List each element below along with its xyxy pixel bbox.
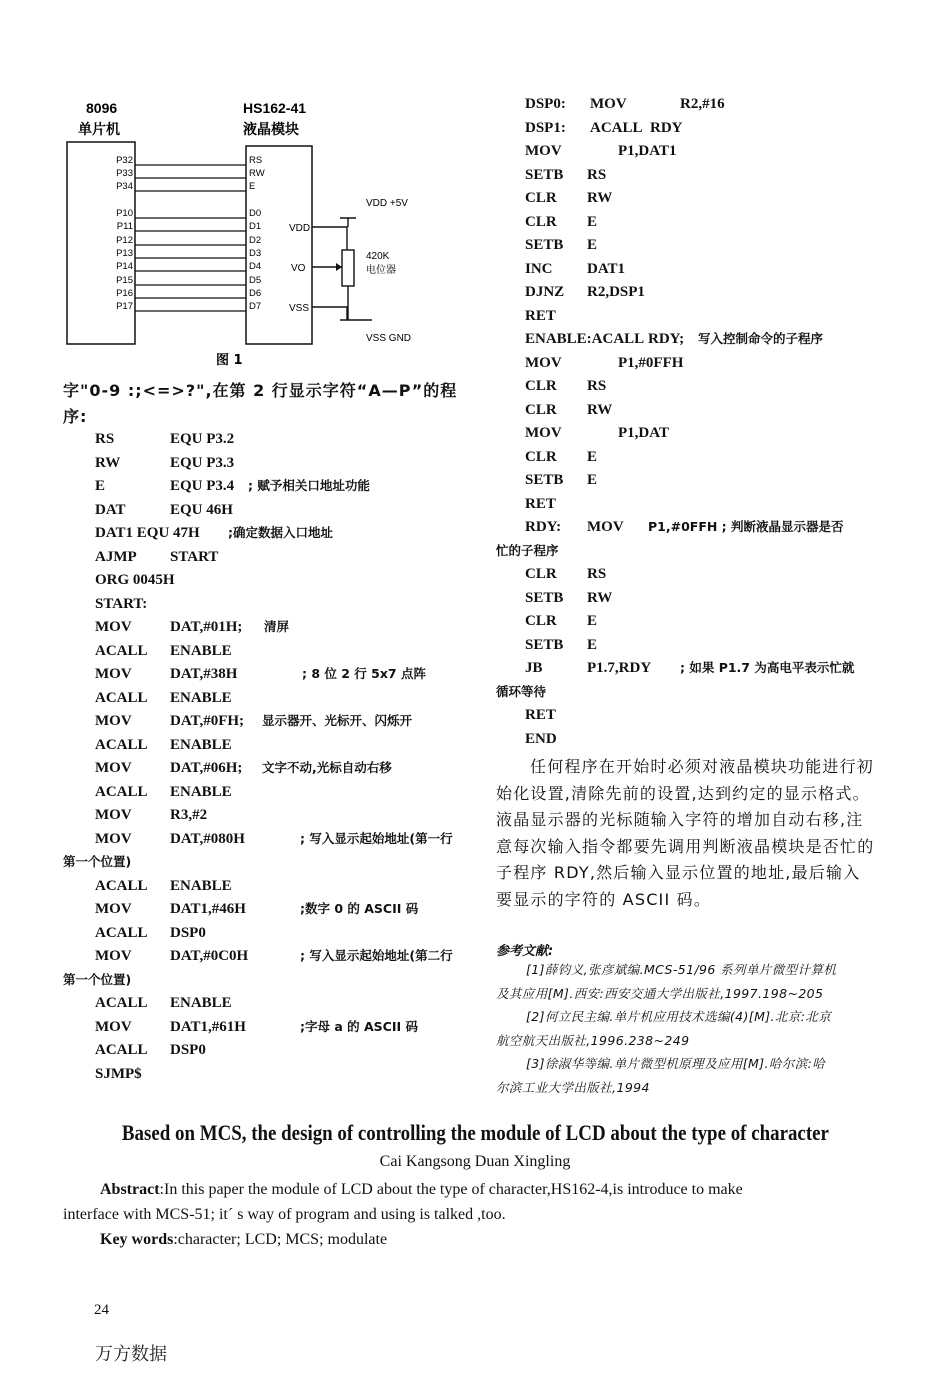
code-mnemonic: CLR xyxy=(525,613,557,629)
code-operand: DAT,#38H xyxy=(170,666,238,682)
code-mnemonic: 第一个位置) xyxy=(63,854,132,869)
vdd-pin-label: VDD xyxy=(289,223,311,234)
mcu-pin-label: P11 xyxy=(116,221,133,232)
code-operand: RS xyxy=(587,166,607,183)
mcu-model-label: 8096 xyxy=(86,100,118,116)
abstract-text: :In this paper the module of LCD about the type of character,HS162-4,is introduce to make xyxy=(159,1181,743,1198)
code-operand: E xyxy=(587,237,598,253)
wiper-arrow xyxy=(336,263,342,271)
mcu-pin-label: P34 xyxy=(116,181,133,192)
lcd-pin-label: D5 xyxy=(249,275,262,286)
code-mnemonic: RET xyxy=(525,707,556,723)
code-mnemonic: ACALL xyxy=(95,642,148,659)
vss-pin-label: VSS xyxy=(289,303,310,314)
code-mnemonic: ACALL xyxy=(95,995,148,1011)
code-operand: E xyxy=(587,472,598,488)
code-comment: 文字不动,光标自动右移 xyxy=(262,760,392,775)
code-mnemonic: ACALL xyxy=(95,689,148,706)
mcu-pin-label: P32 xyxy=(116,155,133,166)
code-comment: ; 写入显示起始地址(第一行 xyxy=(300,830,453,846)
reference-line: [2]何立民主编.单片机应用技术选编(4)[M].北京:北京 xyxy=(526,1009,832,1024)
code-operand: RDY; xyxy=(648,331,685,347)
code-comment: ;字母 a 的 ASCII 码 xyxy=(300,1018,418,1034)
code-operand: DAT1 xyxy=(587,260,626,277)
lcd-pin-label: D2 xyxy=(249,235,262,246)
code-mnemonic: MOV xyxy=(95,666,132,682)
code-operand: RW xyxy=(587,190,613,206)
code-mnemonic: MOV xyxy=(525,354,562,371)
lcd-pin-label: D7 xyxy=(249,301,262,312)
code-operand: MOV xyxy=(587,519,624,535)
reference-line: 尔滨工业大学出版社,1994 xyxy=(496,1079,650,1095)
reference-line: 及其应用[M].西安:西安交通大学出版社,1997.198~205 xyxy=(496,985,824,1001)
vdd-supply-label: VDD +5V xyxy=(366,198,408,209)
mcu-pin-labels xyxy=(116,155,133,312)
code-mnemonic: START: xyxy=(95,595,148,612)
reference-line: [1]薛钧义,张彦斌编.MCS-51/96 系列单片微型计算机 xyxy=(526,962,837,977)
code-mnemonic: SJMP$ xyxy=(95,1065,142,1082)
code-operand: START xyxy=(170,548,219,565)
vss-wiring xyxy=(312,286,372,320)
code-mnemonic: CLR xyxy=(525,213,557,230)
lcd-pin-label: RW xyxy=(249,168,265,179)
mcu-pin-label: P15 xyxy=(116,275,133,286)
code-comment: ;确定数据入口地址 xyxy=(228,525,333,540)
code-mnemonic: MOV xyxy=(95,1018,132,1035)
keywords-label: Key words xyxy=(100,1231,174,1248)
lcd-pin-label: D0 xyxy=(249,208,262,219)
keywords-line xyxy=(100,1231,387,1249)
code-comment: ; 如果 P1.7 为高电平表示忙就 xyxy=(680,660,855,675)
mcu-pin-label: P17 xyxy=(116,301,133,312)
code-operand: RW xyxy=(587,401,613,418)
lcd-name-label: 液晶模块 xyxy=(243,122,299,138)
code-operand: ACALL xyxy=(590,119,643,136)
code-operand: ENABLE xyxy=(170,877,232,894)
code-operand: R2,DSP1 xyxy=(587,284,645,300)
code-operand: R3,#2 xyxy=(170,807,208,823)
code-comment: 显示器开、光标开、闪烁开 xyxy=(262,713,413,728)
code-mnemonic: MOV xyxy=(95,713,132,729)
mcu-pin-label: P10 xyxy=(116,208,133,219)
lcd-pin-label: D3 xyxy=(249,248,262,259)
lcd-model-label: HS162-41 xyxy=(243,100,307,116)
lcd-pin-label: E xyxy=(249,181,256,192)
code-operand: DAT1,#46H xyxy=(170,901,246,917)
code-operand: RW xyxy=(587,589,613,606)
pot-label: 电位器 xyxy=(366,265,396,276)
code-mnemonic: RET xyxy=(525,495,556,512)
code-mnemonic: SETB xyxy=(525,472,564,488)
code-mnemonic: E xyxy=(95,478,106,494)
abstract-line-2: interface with MCS-51; it´ s way of program and using is talked ,too. xyxy=(63,1206,506,1223)
lcd-pin-label: D4 xyxy=(249,261,262,272)
code-comment: 写入控制命令的子程序 xyxy=(698,331,824,346)
lcd-pin-label: D1 xyxy=(249,221,262,232)
code-operand: DAT,#0FH; xyxy=(170,713,245,729)
intro-line: 字"0-9 :;<=>?",在第 2 行显示字符“A—P”的程 xyxy=(63,381,458,400)
code-comment: 清屏 xyxy=(264,619,290,634)
code-operand: E xyxy=(587,448,598,465)
code-operand: E xyxy=(587,636,598,653)
code-mnemonic: 忙的子程序 xyxy=(496,542,559,558)
paragraph-line: 液晶显示器的光标随输入字符的增加自动右移,注 xyxy=(496,810,864,829)
mcu-pin-label: P16 xyxy=(116,288,133,299)
code-comment: ; 赋予相关口地址功能 xyxy=(248,478,370,493)
code-mnemonic: DSP0: xyxy=(525,96,566,112)
code-mnemonic: RET xyxy=(525,307,556,324)
code-mnemonic: RDY: xyxy=(525,519,562,535)
ground-label: VSS GND xyxy=(366,333,412,344)
page-number: 24 xyxy=(94,1302,109,1318)
code-comment: P1,#0FFH ; 判断液晶显示器是否 xyxy=(648,519,844,534)
mcu-name-label: 单片机 xyxy=(78,122,120,138)
code-mnemonic: ACALL xyxy=(95,877,148,894)
code-operand: EQU 46H xyxy=(170,501,233,518)
code-mnemonic: DJNZ xyxy=(525,284,565,300)
code-comment: ; 8 位 2 行 5x7 点阵 xyxy=(302,666,426,681)
code-operand: RS xyxy=(587,378,607,394)
code-mnemonic: CLR xyxy=(525,401,557,418)
reference-line: [3]徐淑华等编.单片微型机原理及应用[M].哈尔滨:哈 xyxy=(526,1056,826,1071)
code-operand: EQU P3.3 xyxy=(170,454,235,471)
code-comment: ; 写入显示起始地址(第二行 xyxy=(300,948,453,963)
potentiometer xyxy=(342,250,354,286)
code-operand: E xyxy=(587,613,598,629)
paragraph-line: 子程序 RDY,然后输入显示位置的地址,最后输入 xyxy=(496,863,861,882)
footer-watermark: 万方数据 xyxy=(95,1344,167,1365)
code-operand: P1,DAT xyxy=(618,425,669,441)
mcu-pin-label: P14 xyxy=(116,261,133,272)
code-mnemonic: MOV xyxy=(95,948,132,964)
mcu-pin-label: P12 xyxy=(116,235,133,246)
vo-pin-label: VO xyxy=(291,263,306,274)
code-operand: P1,DAT1 xyxy=(618,143,677,159)
code-mnemonic: ACALL xyxy=(95,736,148,753)
code-mnemonic: RS xyxy=(95,431,115,447)
code-mnemonic: SETB xyxy=(525,166,564,183)
code-operand: DAT,#06H; xyxy=(170,760,243,776)
figure-caption: 图 1 xyxy=(216,353,243,368)
code-mnemonic: MOV xyxy=(525,143,562,159)
lcd-pin-label: RS xyxy=(249,155,263,166)
code-mnemonic: ACALL xyxy=(95,783,148,800)
code-mnemonic: SETB xyxy=(525,237,564,253)
code-operand: DAT,#080H xyxy=(170,830,245,847)
paragraph-line: 意每次输入指令都要先调用判断液晶模块是否忙的 xyxy=(496,836,875,856)
code-mnemonic: MOV xyxy=(525,425,562,441)
code-mnemonic: INC xyxy=(525,260,553,277)
code-operand: P1,#0FFH xyxy=(618,354,684,371)
code-mnemonic: MOV xyxy=(95,619,132,635)
code-operand: EQU P3.2 xyxy=(170,431,235,447)
english-title: Based on MCS, the design of controlling the module of LCD about the type of character xyxy=(121,1120,829,1145)
code-mnemonic: CLR xyxy=(525,566,557,582)
code-operand: ENABLE xyxy=(170,995,232,1011)
code-operand: E xyxy=(587,213,598,230)
code-operand: ENABLE xyxy=(170,736,232,753)
code-mnemonic: ACALL xyxy=(95,924,148,941)
code-mnemonic: ENABLE:ACALL xyxy=(525,331,645,347)
abstract-line-1 xyxy=(100,1181,743,1199)
code-mnemonic: DSP1: xyxy=(525,119,566,136)
references-heading: 参考文献: xyxy=(496,944,554,959)
code-mnemonic: AJMP xyxy=(95,548,137,565)
paragraph-line: 要显示的字符的 ASCII 码。 xyxy=(496,889,712,909)
code-operand: DAT,#0C0H xyxy=(170,948,249,964)
code-operand: EQU P3.4 xyxy=(170,478,235,494)
code-mnemonic: MOV xyxy=(95,830,132,847)
abstract-label: Abstract xyxy=(100,1181,160,1198)
keywords-text: :character; LCD; MCS; modulate xyxy=(173,1231,388,1248)
code-mnemonic: 第一个位置) xyxy=(63,971,132,987)
vdd-wiring xyxy=(312,218,356,250)
code-mnemonic: CLR xyxy=(525,190,557,206)
code-operand: ENABLE xyxy=(170,689,232,706)
pot-value-label: 420K xyxy=(366,251,390,262)
code-operand: DAT,#01H; xyxy=(170,619,243,635)
code-operand: DSP0 xyxy=(170,1042,206,1058)
code-mnemonic: DAT xyxy=(95,501,126,518)
code-mnemonic: ACALL xyxy=(95,1042,148,1058)
code-operand: P1.7,RDY xyxy=(587,660,652,676)
code-comment: RDY xyxy=(650,119,683,136)
intro-line: 序: xyxy=(63,407,88,426)
code-mnemonic: CLR xyxy=(525,448,557,465)
lcd-pin-label: D6 xyxy=(249,288,262,299)
code-operand: ENABLE xyxy=(170,783,232,800)
mcu-pin-label: P13 xyxy=(116,248,133,259)
reference-line: 航空航天出版社,1996.238~249 xyxy=(496,1032,690,1048)
code-operand: DAT1,#61H xyxy=(170,1018,246,1035)
code-mnemonic: SETB xyxy=(525,636,564,653)
bus-lines xyxy=(135,165,246,311)
code-mnemonic: JB xyxy=(525,660,543,676)
code-mnemonic: DAT1 EQU 47H xyxy=(95,525,200,541)
code-operand: DSP0 xyxy=(170,924,206,941)
code-operand: RS xyxy=(587,566,607,582)
code-operand: MOV xyxy=(590,96,627,112)
code-comment: ;数字 0 的 ASCII 码 xyxy=(300,901,419,916)
code-mnemonic: MOV xyxy=(95,807,132,823)
lcd-pin-labels xyxy=(249,155,265,312)
code-mnemonic: END xyxy=(525,730,557,747)
code-mnemonic: ORG 0045H xyxy=(95,572,175,588)
paragraph-line: 任何程序在开始时必须对液晶模块功能进行初 xyxy=(530,757,875,776)
authors: Cai Kangsong Duan Xingling xyxy=(379,1153,571,1170)
intro-text xyxy=(63,378,457,430)
code-mnemonic: 循环等待 xyxy=(496,683,547,699)
code-operand: ENABLE xyxy=(170,642,232,659)
code-mnemonic: CLR xyxy=(525,378,557,394)
code-comment: R2,#16 xyxy=(680,96,725,112)
code-mnemonic: RW xyxy=(95,454,121,471)
code-mnemonic: SETB xyxy=(525,589,564,606)
paragraph-line: 始化设置,清除先前的设置,达到约定的显示格式。 xyxy=(496,783,870,803)
code-mnemonic: MOV xyxy=(95,901,132,917)
mcu-pin-label: P33 xyxy=(116,168,133,179)
circuit-diagram xyxy=(58,92,438,372)
code-mnemonic: MOV xyxy=(95,760,132,776)
